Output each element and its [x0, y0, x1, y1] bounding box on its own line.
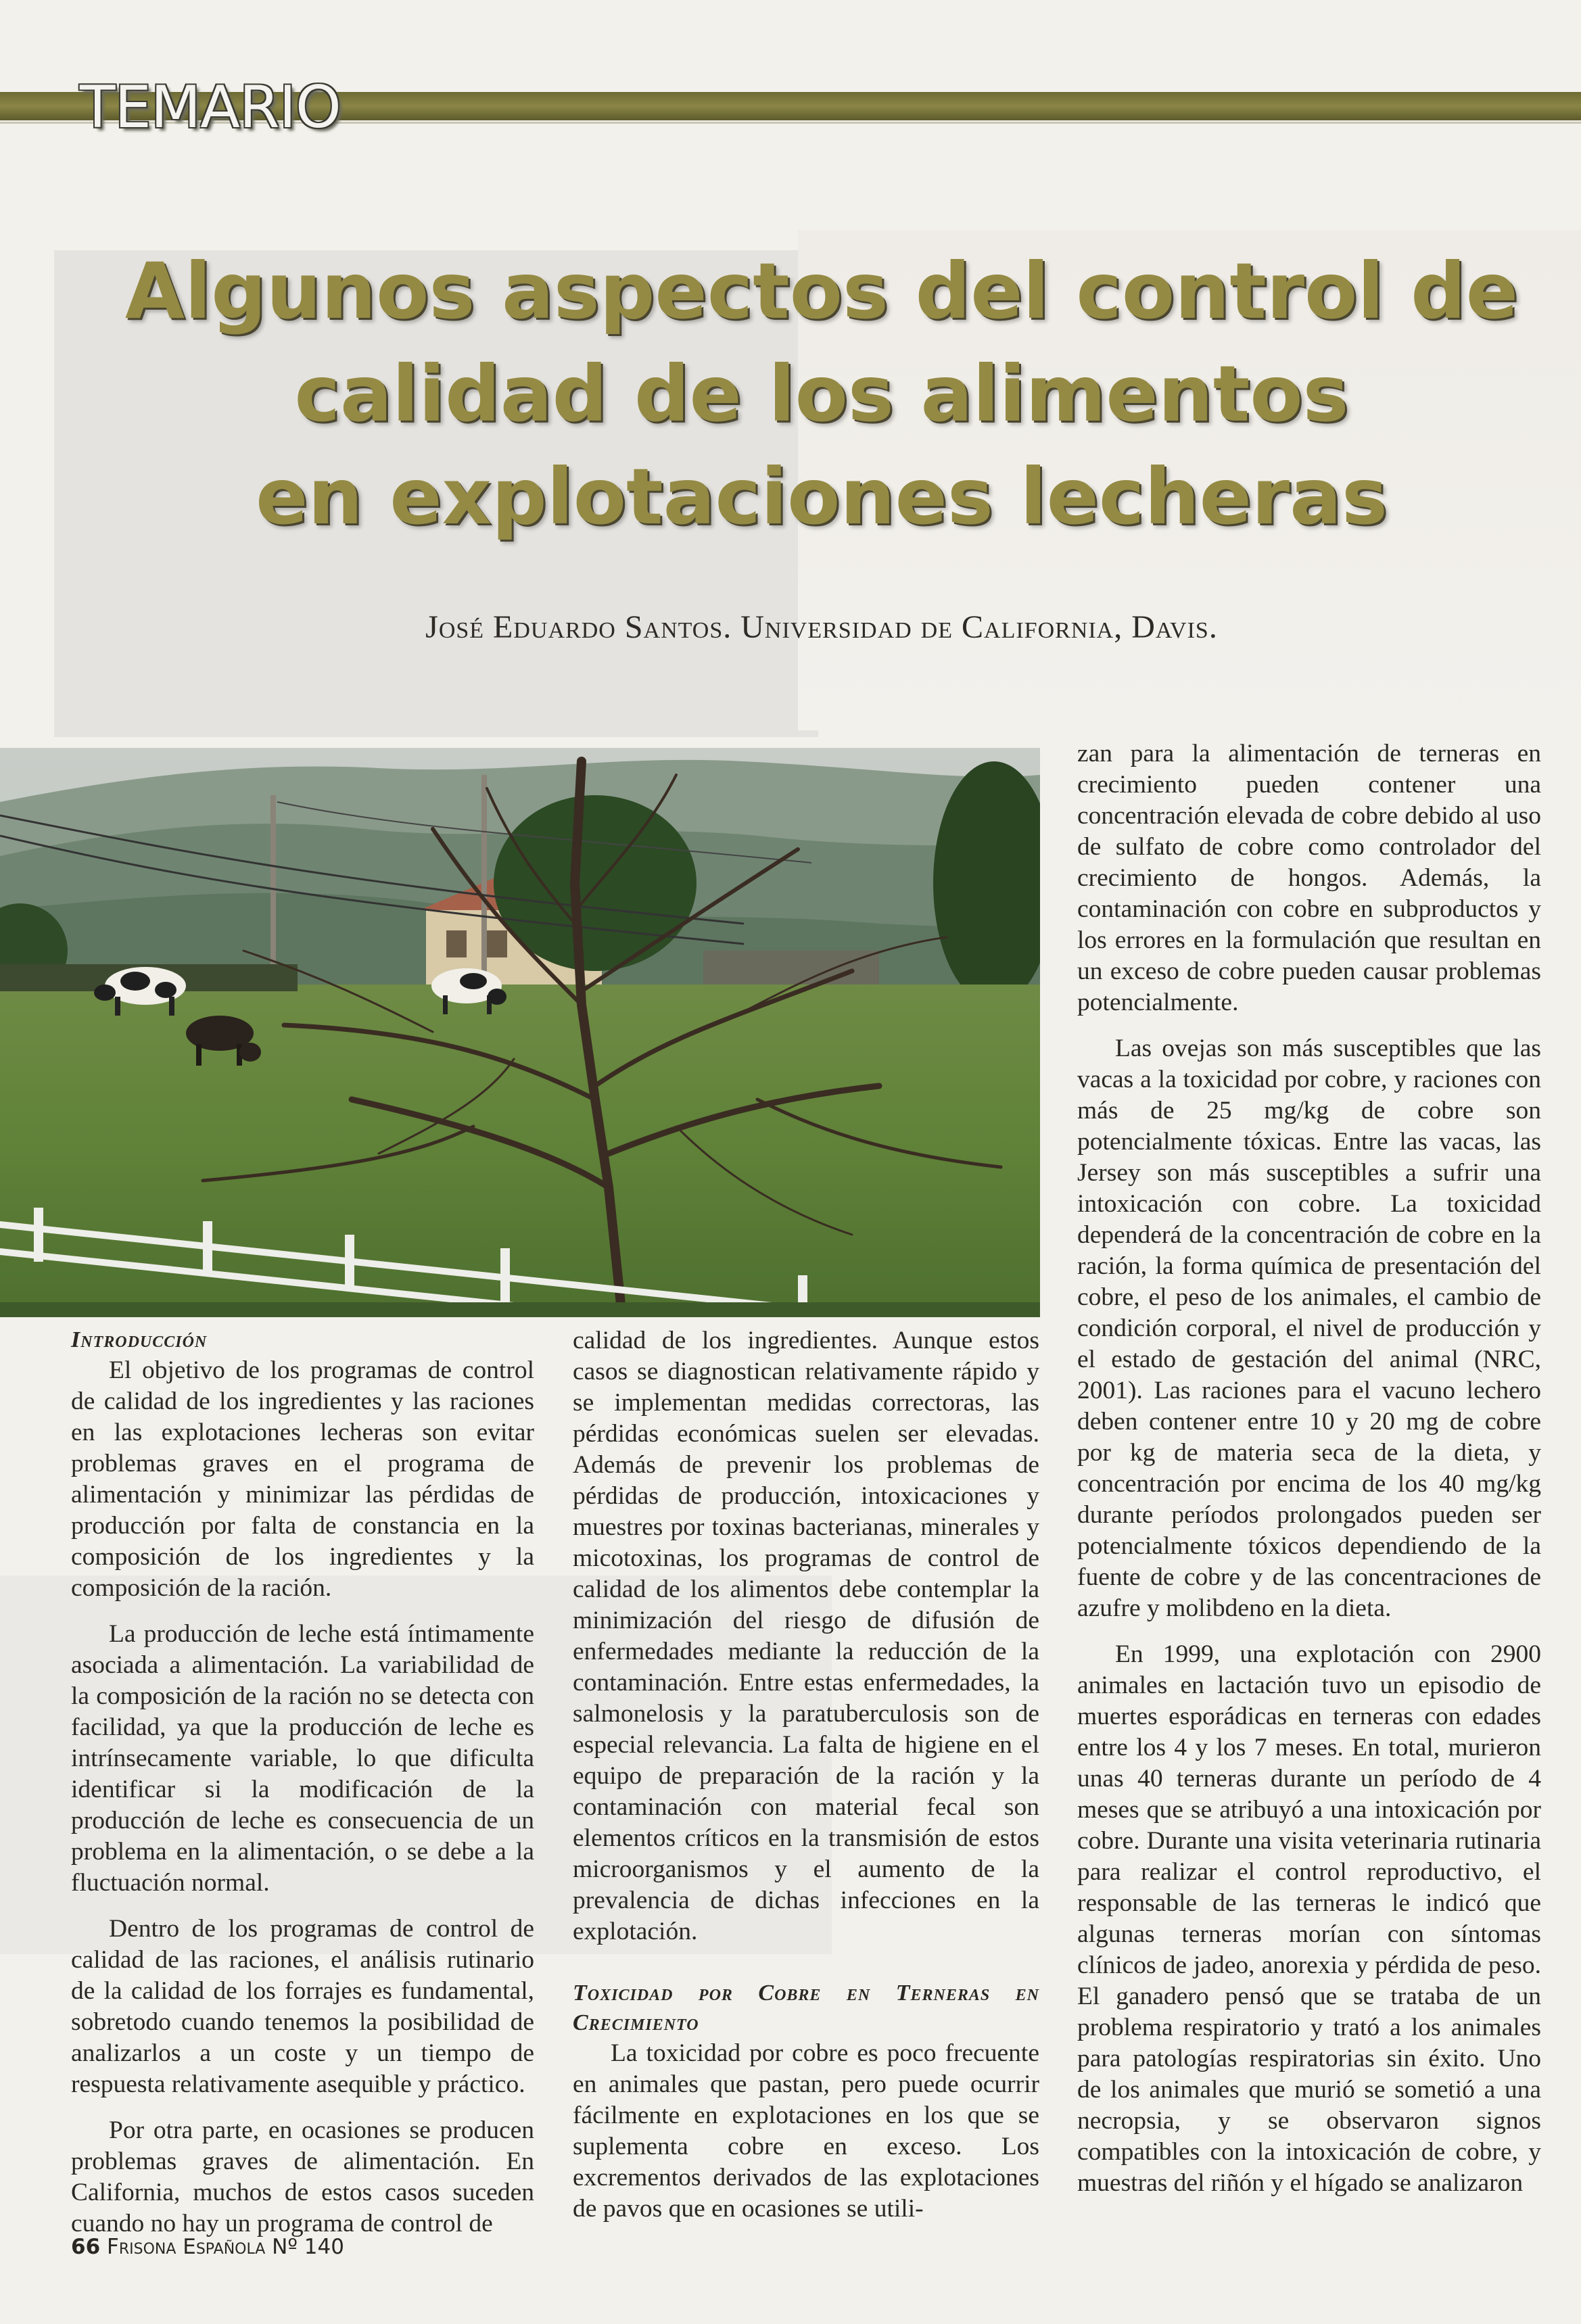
photo-illustration [0, 748, 1040, 1317]
paragraph: Por otra parte, en ocasiones se producen problemas graves de alimentación. En California, muchos de estos casos suceden cuando no hay un programa de control de [71, 2116, 534, 2237]
title-line-2: calidad de los alimentos [294, 349, 1349, 439]
page-footer [71, 2231, 344, 2262]
paragraph: La toxicidad por cobre es poco frecuente en animales que pastan, pero puede ocurrir fácilmente en explotaciones en los que se suplementa cobre en exceso. Los excrementos derivados de las explotaciones de pavos que en ocasiones se utili- [573, 2039, 1039, 2223]
title-line-3: en explotaciones lecheras [256, 452, 1388, 542]
paragraph: El objetivo de los programas de control de calidad de los ingredientes y las raciones en las explotaciones lecheras son evitar problemas graves en el programa de alimentación y minimizar las pérdidas de producción por falta de constancia en la composición de los ingredientes y la composición de la ración. [71, 1356, 534, 1602]
column-3 [1077, 738, 1541, 2199]
paragraph: La producción de leche está íntimamente asociada a alimentación. La variabilidad de la composición de la ración no se detecta con facilidad, ya que la producción de leche es intrínsecamente variable, lo que dificulta identificar si la modificación de la producción de leche es consecuencia de un problema en la alimentación, o se debe a la fluctuación normal. [71, 1620, 534, 1897]
title-line-1: Algunos aspectos del control de [124, 246, 1519, 336]
paragraph: zan para la alimentación de terneras en crecimiento pueden contener una concentración elevada de cobre debido al uso de sulfato de cobre como controlador del crecimiento de hongos. Además, la contaminación con cobre en subproductos y los errores en la formulación que resultan en un exceso de cobre pueden causar problemas potencialmente. [1077, 740, 1541, 1016]
section-heading-toxicidad: Toxicidad por Cobre en Terneras en Crecimiento [573, 1981, 1039, 2035]
section-heading-introduccion: Introducción [71, 1327, 208, 1352]
page-number: 66 [71, 2235, 101, 2259]
column-1 [71, 1325, 534, 2239]
magazine-name: Frisona Española [107, 2235, 266, 2259]
column-2 [573, 1325, 1039, 2225]
pasture-photo [0, 748, 1040, 1317]
article-title [108, 240, 1535, 548]
section-label: TEMARIO [80, 74, 341, 141]
issue-number: Nº 140 [272, 2235, 344, 2259]
paragraph: Las ovejas son más susceptibles que las vacas a la toxicidad por cobre, y raciones con más de 25 mg/kg de cobre son potencialmente tóxicas. Entre las vacas, las Jersey son más susceptibles a sufrir una intoxicación con cobre. La toxicidad dependerá de la concentración de cobre en la ración, la forma química de presentación del cobre, el peso de los animales, el cambio de condición corporal, el nivel de producción y el estado de gestación del animal (NRC, 2001). Las raciones para el vacuno lechero deben contener entre 10 y 20 mg de cobre por kg de materia seca de la dieta, y concentración por encima de los 40 mg/kg durante períodos prolongados pueden ser potencialmente tóxicos dependiendo de la fuente de cobre y de las concentraciones de azufre y molibdeno en la dieta. [1077, 1035, 1541, 1622]
author-line: José Eduardo Santos. Universidad de California, Davis. [425, 609, 1218, 645]
paragraph: En 1999, una explotación con 2900 animales en lactación tuvo un episodio de muertes esporádicas en terneras con edades entre los 4 y los 7 meses. En total, murieron unas 40 terneras durante un período de 4 meses que se atribuyó a una intoxicación por cobre. Durante una visita veterinaria rutinaria para realizar el control reproductivo, el responsable de las terneras le indicó que algunas terneras morían con síntomas clínicos de jadeo, anorexia y pérdida de peso. El ganadero pensó que se trataba de un problema respiratorio y trató a los animales para patologías respiratorias sin éxito. Uno de los animales que murió se sometió a una necropsia, y se observaron signos compatibles con la intoxicación de cobre, y muestras del riñón y el hígado se analizaron [1077, 1640, 1541, 2197]
paragraph: calidad de los ingredientes. Aunque estos casos se diagnostican relativamente rápido y se implementan medidas correctoras, las pérdidas económicas suelen ser elevadas. Además de prevenir los problemas de pérdidas de producción, intoxicaciones y muestres por toxinas bacterianas, minerales y micotoxinas, los programas de control de calidad de los alimentos debe contemplar la minimización del riesgo de difusión de enfermedades mediante la reducción de la contaminación. Entre estas enfermedades, la salmonelosis y la paratuberculosis son de especial relevancia. La falta de higiene en el equipo de preparación de la ración y la contaminación con material fecal son elementos críticos en la transmisión de estos microorganismos y el aumento de la prevalencia de dichas infecciones en la explotación. [573, 1327, 1039, 1945]
paragraph: Dentro de los programas de control de calidad de las raciones, el análisis rutinario de la calidad de los forrajes es fundamental, sobretodo cuando tenemos la posibilidad de analizarlos a un coste y un tiempo de respuesta relativamente asequible y práctico. [71, 1915, 534, 2098]
